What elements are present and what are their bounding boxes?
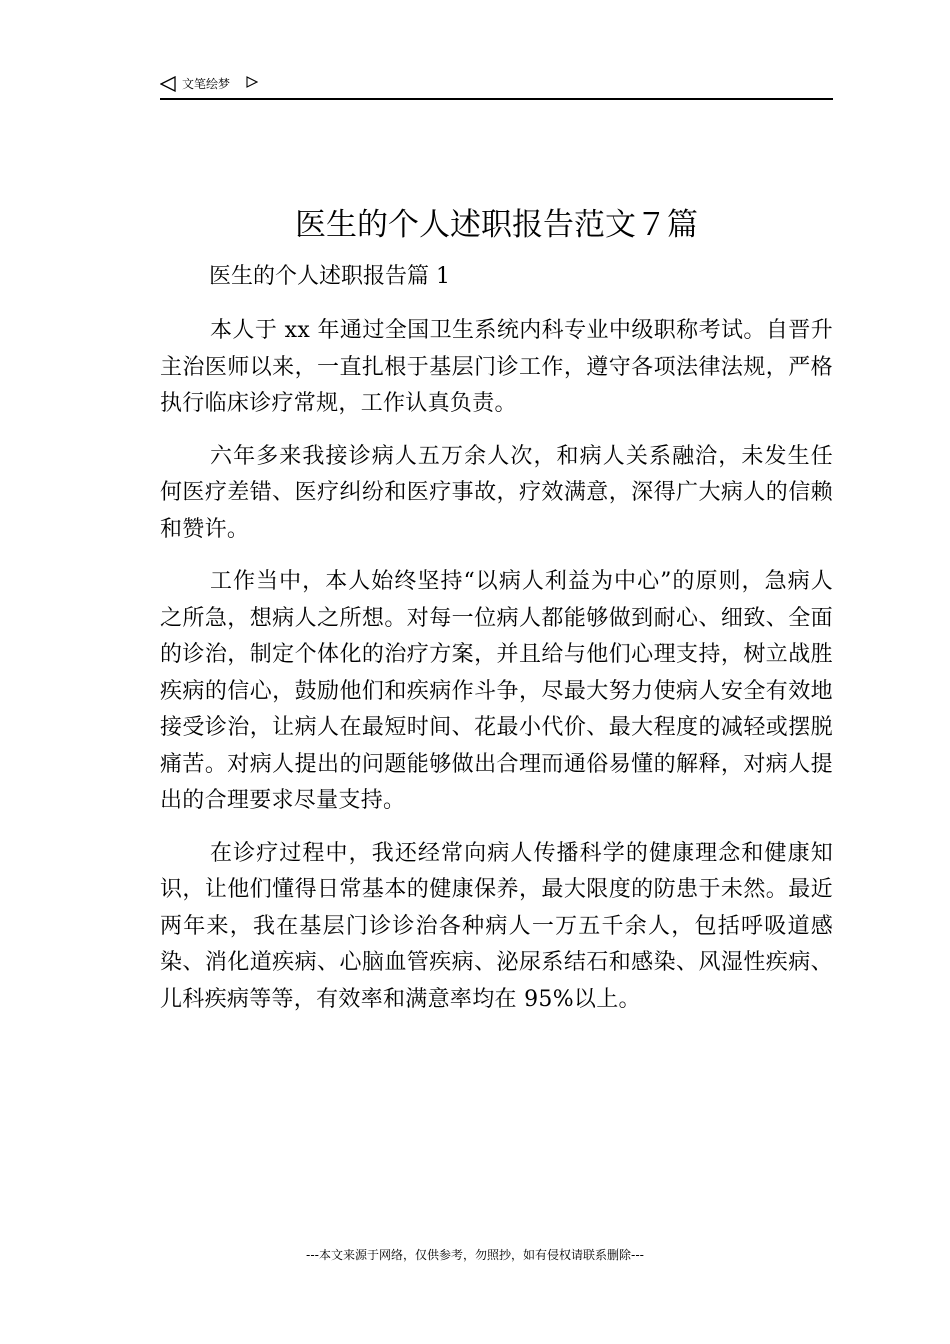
paragraph: 本人于 xx 年通过全国卫生系统内科专业中级职称考试。自晋升主治医师以来，一直扎根于基层门诊工作，遵守各项法律法规，严格执行临床诊疗常规，工作认真负责。 bbox=[160, 318, 833, 416]
page-header bbox=[160, 72, 833, 100]
section-heading: 医生的个人述职报告篇 1 bbox=[209, 264, 450, 289]
right-triangle-icon bbox=[246, 76, 258, 88]
paragraph: 工作当中，本人始终坚持“以病人利益为中心”的原则，急病人之所急，想病人之所想。对每一位病人都能够做到耐心、细致、全面的诊治，制定个体化的治疗方案，并且给与他们心理支持，树立战胜疾病的信心，鼓励他们和疾病作斗争，尽最大努力使病人安全有效地接受诊治，让病人在最短时间、花最小代价、最大程度的减轻或摆脱痛苦。对病人提出的问题能够做出合理而通俗易懂的解释，对病人提出的合理要求尽量支持。 bbox=[160, 569, 833, 813]
paragraph: 六年多来我接诊病人五万余人次，和病人关系融洽，未发生任何医疗差错、医疗纠纷和医疗事故，疗效满意，深得广大病人的信赖和赞许。 bbox=[160, 443, 833, 542]
left-triangle-icon bbox=[160, 76, 176, 92]
paragraph: 在诊疗过程中，我还经常向病人传播科学的健康理念和健康知识，让他们懂得日常基本的健康保养，最大限度的防患于未然。最近两年来，我在基层门诊诊治各种病人一万五千余人，包括呼吸道感染、消化道疾病、心脑血管疾病、泌尿系结石和感染、风湿性疾病、儿科疾病等等，有效率和满意率均在 95%以上。 bbox=[160, 840, 833, 1012]
document-title: 医生的个人述职报告范文７篇 bbox=[295, 207, 698, 243]
page-footer: ---本文来源于网络，仅供参考，勿照抄，如有侵权请联系删除--- bbox=[306, 1248, 644, 1262]
header-brand: 文笔绘梦 bbox=[182, 77, 231, 91]
document-body bbox=[160, 313, 833, 1034]
